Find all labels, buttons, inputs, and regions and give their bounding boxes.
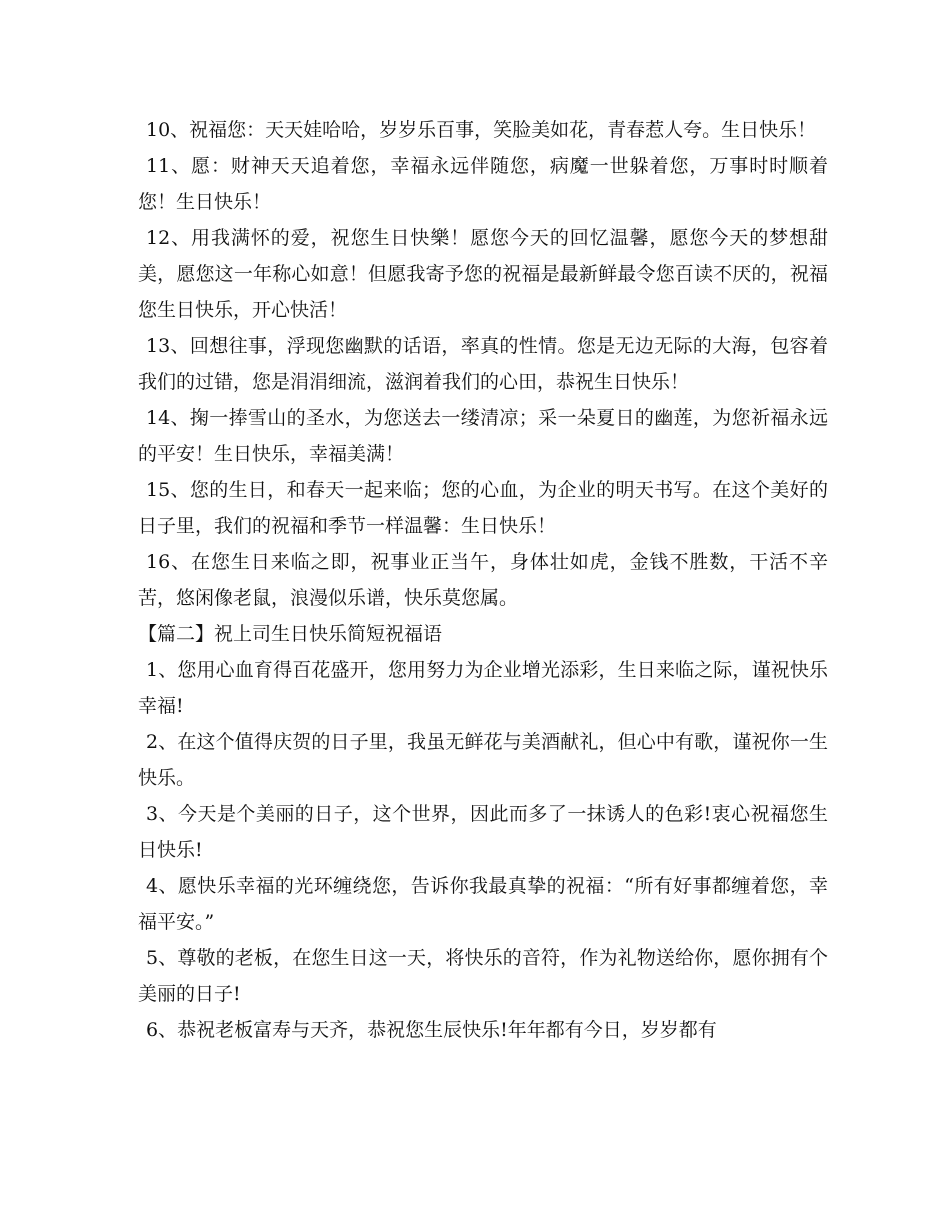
paragraph-13: 13、回想往事，浮现您幽默的话语，率真的性情。您是无边无际的大海，包容着我们的过错，您是涓涓细流，滋润着我们的心田，恭祝生日快乐！ — [138, 335, 828, 393]
document-page — [138, 112, 828, 1048]
section-paragraph-4: 4、愿快乐幸福的光环缠绕您，告诉你我最真挚的祝福：“所有好事都缠着您，幸福平安。” — [138, 875, 828, 933]
paragraph-11: 11、愿：财神天天追着您，幸福永远伴随您，病魔一世躲着您，万事时时顺着您！生日快乐！ — [138, 155, 828, 213]
paragraph-15: 15、您的生日，和春天一起来临；您的心血，为企业的明天书写。在这个美好的日子里，我们的祝福和季节一样温馨：生日快乐！ — [138, 479, 828, 537]
paragraph-10: 10、祝福您：天天娃哈哈，岁岁乐百事，笑脸美如花，青春惹人夸。生日快乐！ — [146, 119, 817, 141]
section-paragraph-1: 1、您用心血育得百花盛开，您用努力为企业增光添彩，生日来临之际，谨祝快乐幸福! — [138, 659, 828, 717]
paragraph-14: 14、掬一捧雪山的圣水，为您送去一缕清凉；采一朵夏日的幽莲，为您祈福永远的平安！生日快乐，幸福美满！ — [138, 407, 828, 465]
paragraph-16: 16、在您生日来临之即，祝事业正当午，身体壮如虎，金钱不胜数，干活不辛苦，悠闲像老鼠，浪漫似乐谱，快乐莫您属。 — [138, 551, 828, 609]
section-paragraph-3: 3、今天是个美丽的日子，这个世界，因此而多了一抹诱人的色彩!衷心祝福您生日快乐! — [138, 803, 828, 861]
section-paragraph-5: 5、尊敬的老板，在您生日这一天，将快乐的音符，作为礼物送给你，愿你拥有个美丽的日子! — [138, 947, 828, 1005]
section-heading: 【篇二】祝上司生日快乐简短祝福语 — [138, 623, 443, 645]
section-paragraph-2: 2、在这个值得庆贺的日子里，我虽无鲜花与美酒献礼，但心中有歌，谨祝你一生快乐。 — [138, 731, 828, 789]
paragraph-12: 12、用我满怀的爱，祝您生日快樂！愿您今天的回忆温馨，愿您今天的梦想甜美，愿您这一年称心如意！但愿我寄予您的祝福是最新鲜最令您百读不厌的，祝福您生日快乐，开心快活！ — [138, 227, 828, 321]
section-paragraph-6: 6、恭祝老板富寿与天齐，恭祝您生辰快乐!年年都有今日，岁岁都有 — [146, 1019, 717, 1041]
